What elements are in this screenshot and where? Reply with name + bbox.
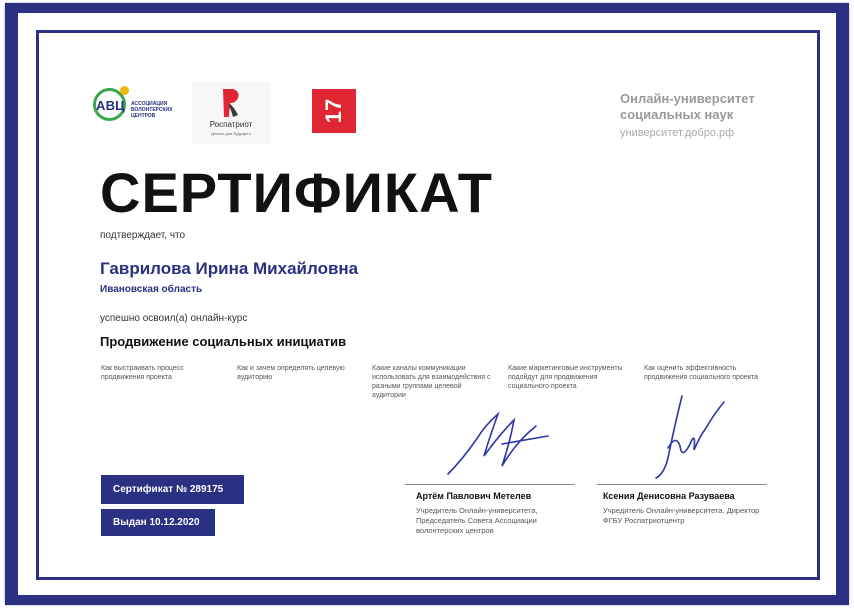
seventeen-logo	[312, 89, 356, 133]
organization-site: университет.добро.рф	[620, 127, 735, 139]
confirms-text: подтверждает, что	[100, 230, 186, 241]
signature-razuvaeva	[644, 388, 730, 482]
signatory-role: Учредитель Онлайн-университета, Председатель Совета Ассоциации волонтерских центров	[416, 506, 538, 535]
signatory-name: Ксения Денисовна Разуваева	[603, 491, 735, 501]
signatory-role: Учредитель Онлайн-университета, Директор ФГБУ Роспатриотцентр	[603, 506, 760, 525]
topic-item: Какие маркетинговые инструменты подойдут для продвижения социального проекта	[508, 365, 623, 390]
topic-item: Какие каналы коммуникации использовать для взаимодействия с разными группами целевой аудитории	[372, 365, 491, 399]
rospatriot-mark-icon	[220, 87, 242, 119]
topic-item: Как и зачем определять целевую аудиторию	[237, 365, 345, 381]
certificate-number-badge: Сертификат № 289175	[101, 475, 244, 504]
rospatriot-logo	[192, 82, 270, 144]
seventeen-logo-text: 17	[320, 98, 346, 124]
signatory-name: Артём Павлович Метелев	[416, 491, 532, 501]
topic-item: Как оценить эффективность продвижения социального проекта	[644, 365, 758, 381]
course-title: Продвижение социальных инициатив	[100, 334, 347, 349]
avc-acronym: АВЦ	[96, 98, 125, 113]
mastered-text: успешно освоил(а) онлайн-курс	[100, 313, 248, 324]
recipient-name: Гаврилова Ирина Михайловна	[100, 259, 359, 278]
signature-line	[405, 484, 575, 485]
rospatriot-name: Роспатриот	[209, 120, 253, 129]
topic-item: Как выстраивать процесс продвижения проекта	[101, 365, 184, 381]
recipient-region: Ивановская область	[100, 284, 203, 295]
organization-title: Онлайн-университет социальных наук	[620, 91, 755, 122]
issue-date-badge: Выдан 10.12.2020	[101, 509, 215, 536]
certificate-title: СЕРТИФИКАТ	[100, 161, 493, 224]
rospatriot-subtitle: Делать для будущего	[211, 131, 251, 136]
signature-line	[597, 484, 767, 485]
avc-logo	[93, 88, 183, 128]
signature-metelev	[440, 400, 560, 484]
avc-subtitle: АССОЦИАЦИЯ ВОЛОНТЕРСКИХ ЦЕНТРОВ	[131, 101, 173, 119]
avc-dot-icon	[120, 86, 129, 95]
